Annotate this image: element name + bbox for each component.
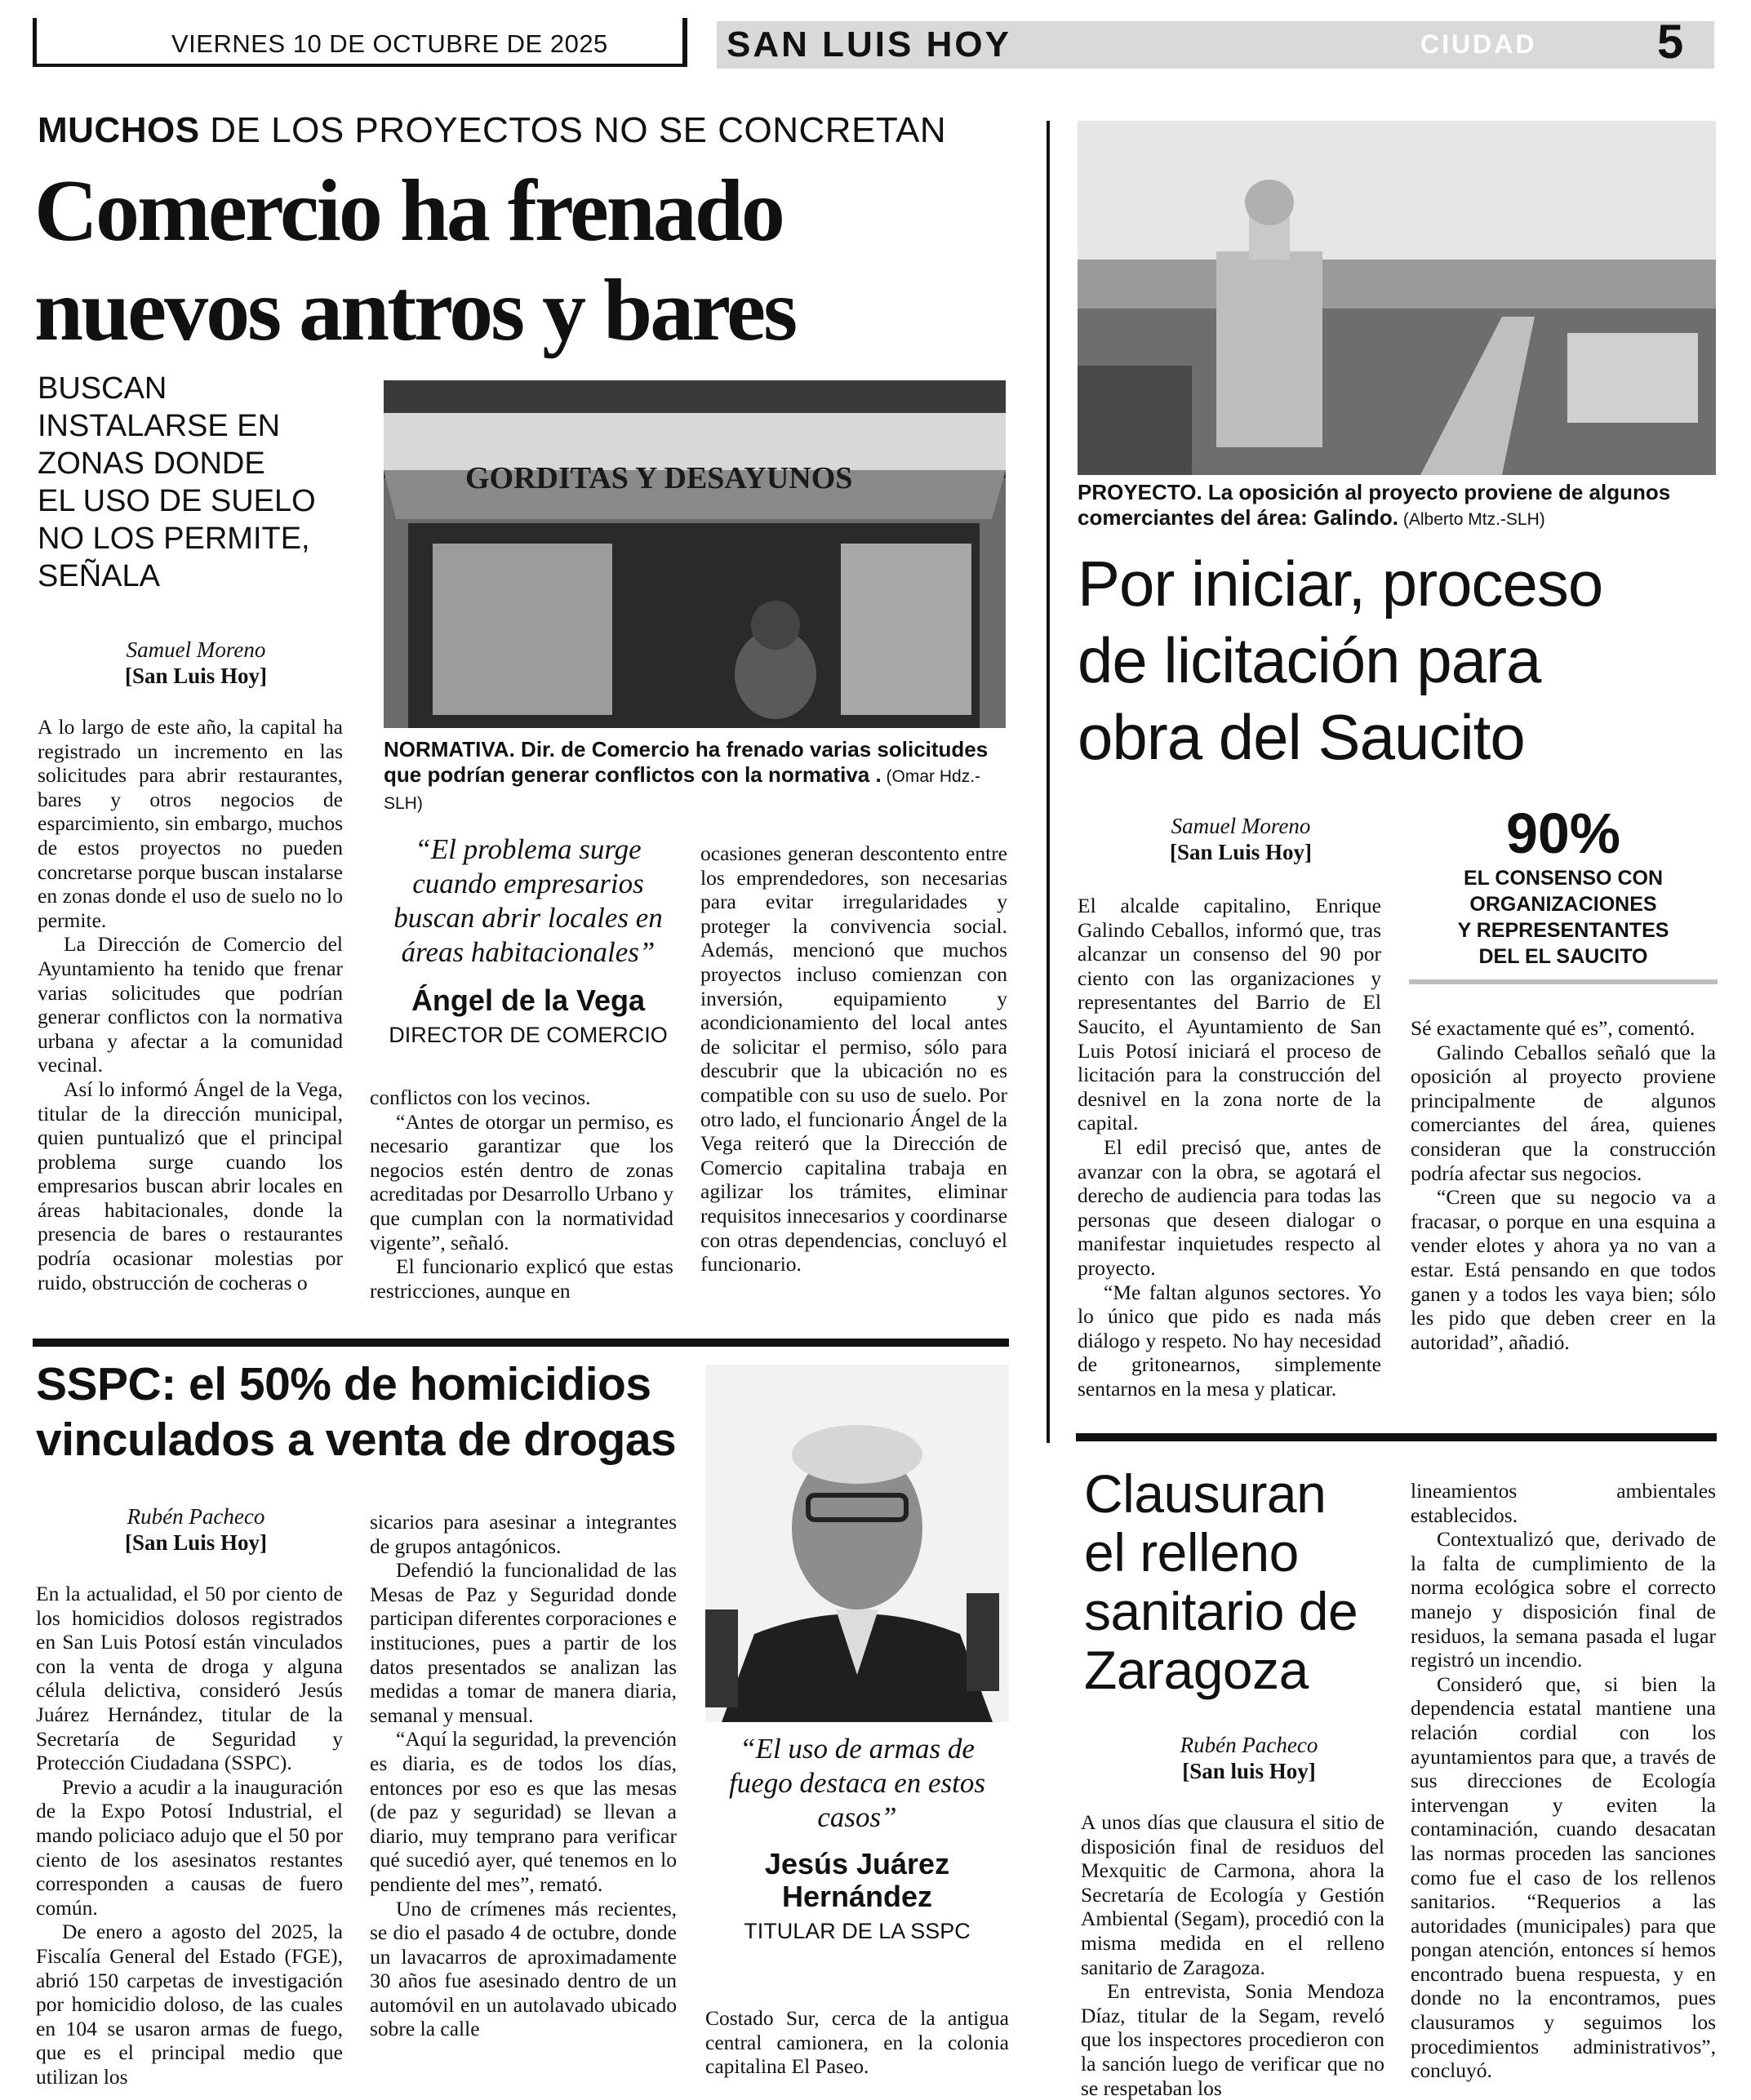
article1-body-col2: [370, 1086, 673, 1303]
article1-caption: [384, 737, 1006, 816]
author-name: Samuel Moreno: [1171, 814, 1311, 838]
paragraph: “Creen que su negocio va a fracasar, o porque en una esquina a vender elotes y ahora ya no van a estar. Está pensando en que todos ganen y a todos les vaya bien; sólo les pido que deben creer en la autoridad”, añadió.: [1411, 1185, 1716, 1354]
stat-label: [1409, 865, 1718, 970]
headline-line: Clausuran: [1084, 1463, 1327, 1524]
kicker-rest: DE LOS PROYECTOS NO SE CONCRETAN: [199, 110, 947, 150]
headline-line: nuevos antros y bares: [34, 262, 796, 359]
caption-credit: (Omar Hdz.-SLH): [384, 767, 981, 813]
paragraph: El alcalde capitalino, Enrique Galindo Ceballos, informó que, tras alcanzar un consenso del 90 por ciento con las organizaciones y representantes del Barrio de El Saucito, el Ayuntamiento de San Luis Potosí iniciará el proceso de licitación para la construcción del desnivel en la zona norte de la capital.: [1078, 894, 1381, 1135]
paragraph: lineamientos ambientales establecidos.: [1411, 1479, 1716, 1527]
article3-photo: [705, 1365, 1009, 1722]
quote-role: TITULAR DE LA SSPC: [744, 1919, 971, 1943]
author-outlet: [San Luis Hoy]: [124, 1530, 268, 1555]
paragraph: Previo a acudir a la inauguración de la Expo Potosí Industrial, el mando policiaco adujo que el 50 por ciento de los asesinatos restantes corresponden a causas de fuero común.: [36, 1774, 343, 1920]
quote-role: DIRECTOR DE COMERCIO: [389, 1023, 668, 1047]
horizontal-divider-a1: [33, 1339, 1009, 1347]
article3-body-col2: [370, 1510, 677, 2041]
paragraph: El edil precisó que, antes de avanzar con la obra, se agotará el derecho de audiencia para todas las personas que deseen dialogar o manifestar inquietudes respecto al proyecto.: [1078, 1134, 1381, 1280]
headline-line: Zaragoza: [1084, 1640, 1309, 1700]
paragraph: Uno de crímenes más recientes, se dio el pasado 4 de octubre, donde un lavacarros de aproximadamente 30 años fue asesinado dentro de un automóvil en un autolavado ubicado sobre la calle: [370, 1896, 677, 2041]
paragraph: Costado Sur, cerca de la antigua central camionera, en la colonia capitalina El Paseo.: [705, 2006, 1009, 2079]
paragraph: Así lo informó Ángel de la Vega, titular de la dirección municipal, quien puntualizó que el principal problema surge cuando los empresarios buscan abrir locales en áreas habitacionales, donde la presencia de bares o restaurantes podría ocasionar molestias por ruido, obstrucción de cocheras o: [38, 1077, 343, 1294]
article2-photo: [1078, 121, 1716, 475]
paragraph: “Me faltan algunos sectores. Yo lo único que pido es nada más diálogo y respeto. No hay necesidad de gritonearnos, simplemente sentarnos en la mesa y platicar.: [1078, 1280, 1381, 1401]
paragraph: El funcionario explicó que estas restricciones, aunque en: [370, 1254, 673, 1303]
stat-label-line: ORGANIZACIONES: [1469, 893, 1657, 916]
paragraph: Defendió la funcionalidad de las Mesas de Paz y Seguridad donde participan diferentes corporaciones e instituciones, pues a partir de los datos presentados se analizan las medidas a tomar de manera diaria, semanal y mensual.: [370, 1558, 677, 1727]
stat-label-line: EL CONSENSO CON: [1463, 867, 1664, 890]
stat-label-line: DEL EL SAUCITO: [1478, 945, 1648, 968]
quote-name: Jesús Juárez Hernández: [764, 1847, 950, 1913]
author-outlet: [San Luis Hoy]: [124, 664, 268, 688]
quote-text: “El uso de armas de fuego destaca en estos casos”: [729, 1733, 985, 1833]
article4-byline: [1118, 1732, 1380, 1784]
article4-body-col1: [1081, 1810, 1384, 2100]
paragraph: “Aquí la seguridad, la prevención es diaria, es de todos los días, entonces por eso es que las mesas (de paz y seguridad) se llevan a diario, muy temprano para verificar qué sucedió ayer, qué tenemos en lo pendiente del mes”, remató.: [370, 1727, 677, 1896]
article2-stat-box: [1409, 801, 1718, 984]
caption-lead: NORMATIVA.: [384, 737, 515, 761]
article1-pullquote: [384, 832, 673, 1048]
city-aerial-image: [1078, 121, 1716, 475]
article2-headline: [1078, 545, 1602, 775]
caption-lead: PROYECTO.: [1078, 480, 1202, 504]
kicker-bold: MUCHOS: [38, 110, 200, 150]
article1-kicker: [38, 110, 946, 151]
article3-pullquote: [705, 1732, 1009, 1944]
storefront-image: [384, 380, 1006, 728]
article4-headline: [1084, 1464, 1358, 1699]
headline-line: obra del Saucito: [1078, 701, 1525, 773]
paragraph: En entrevista, Sonia Mendoza Díaz, titular de la Segam, reveló que los inspectores procedieron con la sanción luego de verificar que no se respetaban los: [1081, 1979, 1384, 2100]
article3-byline: [65, 1503, 327, 1556]
article1-byline: [65, 637, 327, 689]
paragraph: La Dirección de Comercio del Ayuntamiento ha tenido que frenar varias solicitudes que podrían generar conflictos con la normativa urbana y afectar a la comunidad vecinal.: [38, 932, 343, 1077]
headline-line: el relleno: [1084, 1522, 1299, 1583]
paragraph: De enero a agosto del 2025, la Fiscalía General del Estado (FGE), abrió 150 carpetas de investigación por homicidio doloso, de las cuales en 104 se usaron armas de fuego, que es el principal medio que utilizan los: [36, 1920, 343, 2089]
paragraph: Galindo Ceballos señaló que la oposición al proyecto proviene principalmente de algunos comerciantes del área, quienes consideran que la construcción podría afectar sus negocios.: [1411, 1040, 1716, 1185]
article1-headline: [34, 162, 795, 361]
article1-deck: [38, 370, 316, 595]
vertical-divider: [1047, 121, 1050, 1443]
paper-name: SAN LUIS HOY: [727, 24, 1011, 64]
article1-body-col3: [700, 841, 1007, 1276]
masthead: [33, 15, 1714, 69]
paragraph: sicarios para asesinar a integrantes de grupos antagónicos.: [370, 1510, 677, 1558]
stat-rule: [1409, 979, 1718, 984]
headline-line: SSPC: el 50% de homicidios: [36, 1358, 651, 1410]
article2-body-col1: [1078, 894, 1381, 1401]
deck-line: INSTALARSE EN: [38, 409, 281, 443]
quote-name: Ángel de la Vega: [411, 983, 646, 1017]
paragraph: A unos días que clausura el sitio de disposición final de residuos del Mexquitic de Carmona, ahora la Secretaría de Ecología y Gestión Ambiental (Segam), procedió con la misma medida en el relleno sanitario de Zaragoza.: [1081, 1810, 1384, 1979]
deck-line: EL USO DE SUELO: [38, 484, 316, 518]
paragraph: ocasiones generan descontento entre los emprendedores, son necesarias para evitar irregularidades y proteger la convivencia social. Además, mencionó que muchos proyectos incluso comienzan con inversión, equipamiento y acondicionamiento del local antes de solicitar el permiso, sólo para descubrir que la ubicación no es compatible con su uso de suelo. Por otro lado, el funcionario Ángel de la Vega reiteró que la Dirección de Comercio capitalina trabaja en agilizar los trámites, eliminar requisitos innecesarios y coordinarse con otras dependencias, concluyó el funcionario.: [700, 841, 1008, 1276]
masthead-bottom-rule: [33, 64, 686, 67]
stat-label-line: Y REPRESENTANTES: [1457, 919, 1669, 942]
author-name: Rubén Pacheco: [1180, 1733, 1318, 1757]
deck-line: SEÑALA: [38, 559, 160, 593]
horizontal-divider-a2: [1076, 1433, 1717, 1441]
official-portrait-image: [705, 1365, 1009, 1722]
article3-headline: [36, 1356, 676, 1467]
headline-line: Comercio ha frenado: [34, 162, 783, 260]
article4-body-col2: [1411, 1479, 1716, 2083]
deck-line: BUSCAN: [38, 371, 167, 406]
issue-date: VIERNES 10 DE OCTUBRE DE 2025: [171, 29, 608, 58]
masthead-left-rule: [33, 18, 37, 65]
author-name: Rubén Pacheco: [127, 1504, 265, 1529]
article1-body-col1: [38, 715, 343, 1294]
masthead-divider: [682, 18, 687, 67]
article3-body-col1: [36, 1582, 343, 2089]
stat-value: 90%: [1505, 801, 1621, 865]
paragraph: Contextualizó que, derivado de la falta de cumplimiento de la norma ecológica sobre el correcto manejo y disposición final de residuos, la semana pasada el lugar registró un incendio.: [1411, 1527, 1716, 1672]
headline-line: vinculados a venta de drogas: [36, 1414, 677, 1466]
author-outlet: [San Luis Hoy]: [1169, 840, 1313, 864]
paragraph: Consideró que, si bien la dependencia estatal mantiene una relación cordial con los ayuntamientos para que, a través de sus direcciones de Ecología intervengan y eviten la contaminación, cuando desacatan las normas proceden las sanciones como fue el caso de los rellenos sanitarios. “Requerios a las autoridades (municipales) para que pongan atención, entonces sí hemos encontrado buena respuesta, y en donde no la encontramos, pues clausuramos y seguimos los procedimientos administrativos”, concluyó.: [1411, 1672, 1716, 2083]
paragraph: “Antes de otorgar un permiso, es necesario garantizar que los negocios estén dentro de zonas acreditadas por Desarrollo Urbano y que cumplan con la normatividad vigente”, señaló.: [370, 1109, 673, 1254]
paragraph: Sé exactamente qué es”, comentó.: [1411, 1016, 1695, 1040]
section-name: CIUDAD: [1420, 29, 1537, 59]
paragraph: En la actualidad, el 50 por ciento de los homicidios dolosos registrados en San Luis Potosí están vinculados con la venta de droga y alguna célula delictiva, consideró Jesús Juárez Hernández, titular de la Secretaría de Seguridad y Protección Ciudadana (SSPC).: [36, 1582, 343, 1775]
headline-line: de licitación para: [1078, 624, 1541, 696]
deck-line: NO LOS PERMITE,: [38, 522, 310, 556]
photo-sign-text: GORDITAS Y DESAYUNOS: [465, 461, 853, 495]
caption-text: Dir. de Comercio ha frenado varias solicitudes que podrían generar conflictos con la normativa .: [384, 737, 989, 787]
article2-caption: [1078, 480, 1716, 532]
paragraph: conflictos con los vecinos.: [370, 1086, 591, 1109]
article2-body-col2: [1411, 1016, 1716, 1354]
quote-text: “El problema surge cuando empresarios buscan abrir locales en áreas habitacionales”: [393, 833, 663, 968]
caption-text: La oposición al proyecto proviene de algunos comerciantes del área: Galindo.: [1078, 480, 1671, 530]
article2-byline: [1110, 813, 1371, 865]
paragraph: A lo largo de este año, la capital ha registrado un incremento en las solicitudes para abrir restaurantes, bares y otros negocios de esparcimiento, sin embargo, muchos de estos proyectos no pueden concretarse porque buscan instalarse en zonas donde el uso de suelo no lo permite.: [38, 715, 343, 932]
page-number: 5: [1657, 16, 1684, 69]
article3-body-col3: [705, 2006, 1009, 2079]
author-name: Samuel Moreno: [126, 637, 266, 662]
headline-line: Por iniciar, proceso: [1078, 548, 1603, 619]
headline-line: sanitario de: [1084, 1581, 1358, 1641]
author-outlet: [San luis Hoy]: [1182, 1759, 1316, 1783]
article1-photo: [384, 380, 1006, 728]
deck-line: ZONAS DONDE: [38, 446, 265, 481]
caption-credit: (Alberto Mtz.-SLH): [1398, 510, 1545, 529]
